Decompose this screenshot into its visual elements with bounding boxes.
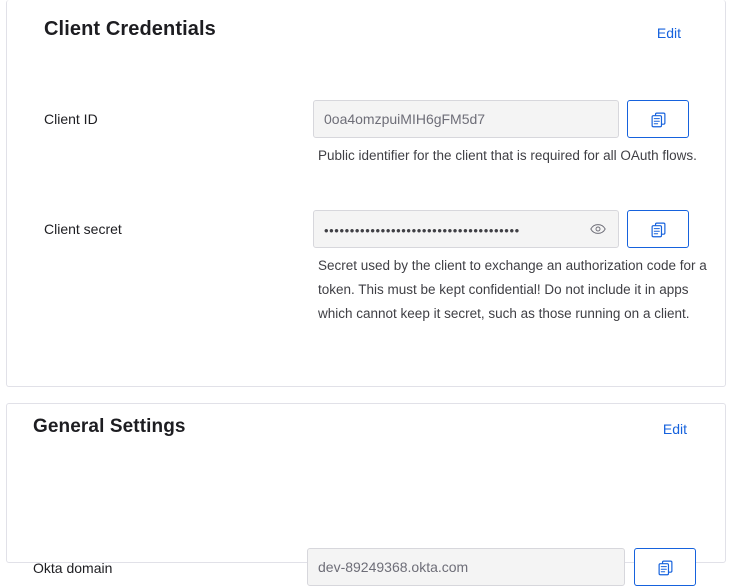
eye-icon-glyph (590, 223, 606, 235)
general-settings-title: General Settings (33, 416, 186, 437)
okta-domain-input[interactable] (307, 548, 625, 586)
general-settings-header (7, 404, 725, 466)
client-credentials-card (6, 0, 726, 387)
page-title: Client Credentials (44, 18, 216, 40)
client-credentials-header (7, 0, 725, 62)
copy-client-id-button[interactable] (627, 100, 689, 138)
eye-icon[interactable] (588, 219, 608, 239)
client-id-help-text: Public identifier for the client that is required for all OAuth flows. (318, 148, 697, 163)
client-secret-label: Client secret (44, 221, 122, 237)
client-id-input[interactable] (313, 100, 619, 138)
copy-client-secret-button[interactable] (627, 210, 689, 248)
client-secret-help-text: Secret used by the client to exchange an authorization code for a token. This must be kept confidential! Do not include it in apps which cannot keep it secret, such as those running on a client. (318, 258, 707, 321)
client-id-label: Client ID (44, 111, 98, 127)
client-secret-value: •••••••••••••••••••••••••••••••••••••• (324, 222, 520, 237)
edit-general-settings-button[interactable]: Edit (662, 421, 687, 437)
client-id-value: 0oa4omzpuiMIH6gFM5d7 (324, 111, 486, 127)
okta-domain-value: dev-89249368.okta.com (318, 559, 469, 575)
copy-icon (657, 559, 674, 576)
edit-client-credentials-button[interactable]: Edit (656, 25, 681, 41)
copy-okta-domain-button[interactable] (634, 548, 696, 586)
copy-icon (650, 221, 667, 238)
client-secret-input[interactable] (313, 210, 619, 248)
okta-domain-label: Okta domain (33, 560, 113, 576)
copy-icon (650, 111, 667, 128)
general-settings-card (6, 403, 726, 576)
